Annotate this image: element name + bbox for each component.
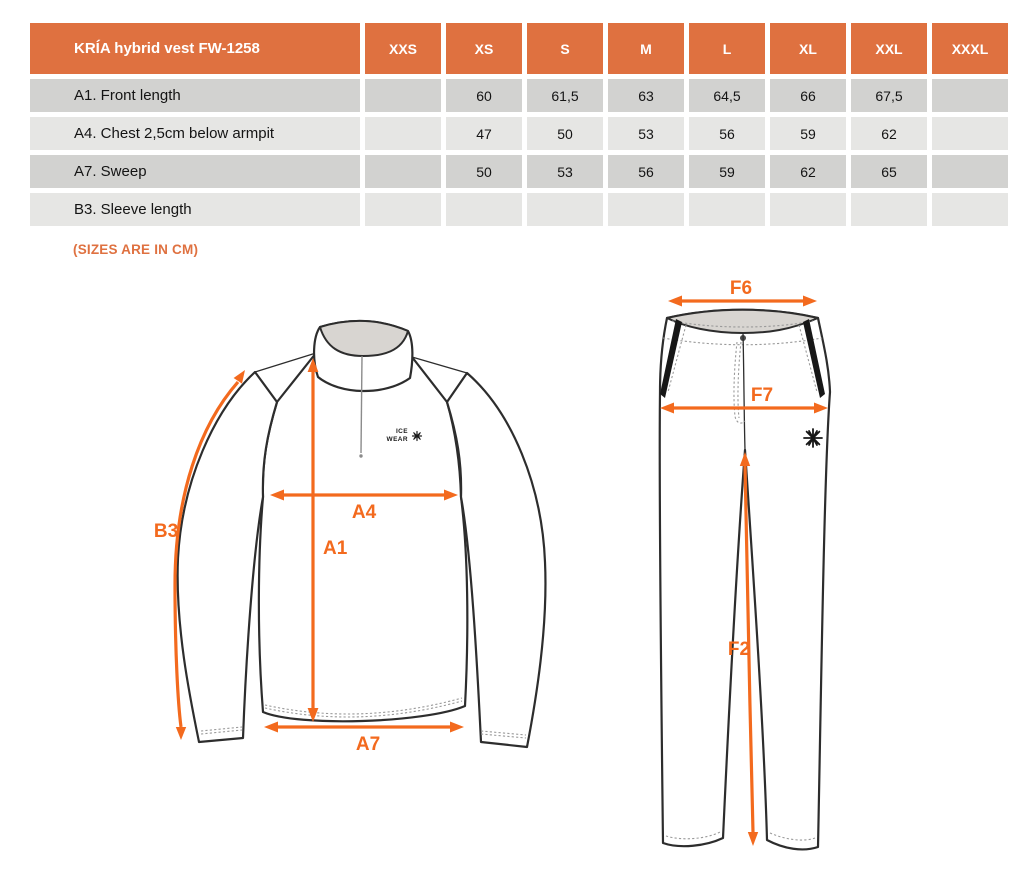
logo-text-line2: WEAR bbox=[386, 436, 408, 443]
measure-value-cell bbox=[770, 193, 846, 226]
size-col-header-xxs: XXS bbox=[365, 23, 441, 74]
sweater-technical-drawing bbox=[150, 290, 570, 800]
measure-value-cell bbox=[365, 155, 441, 188]
measure-value-cell: 61,5 bbox=[527, 79, 603, 112]
measurement-label-a1: A1 bbox=[323, 538, 348, 559]
measure-value-cell: 47 bbox=[446, 117, 522, 150]
measure-value-cell bbox=[365, 117, 441, 150]
size-col-header-l: L bbox=[689, 23, 765, 74]
measure-value-cell: 67,5 bbox=[851, 79, 927, 112]
measure-value-cell: 60 bbox=[446, 79, 522, 112]
size-col-header-xl: XL bbox=[770, 23, 846, 74]
measure-value-cell bbox=[446, 193, 522, 226]
measure-value-cell: 59 bbox=[689, 155, 765, 188]
measure-value-cell: 56 bbox=[689, 117, 765, 150]
snowflake-icon bbox=[804, 429, 822, 447]
measure-value-cell: 64,5 bbox=[689, 79, 765, 112]
measurement-label-f6: F6 bbox=[729, 280, 753, 299]
logo-text-line1: ICE bbox=[395, 428, 408, 435]
measure-value-cell bbox=[608, 193, 684, 226]
measure-value-cell bbox=[365, 193, 441, 226]
measure-value-cell bbox=[365, 79, 441, 112]
pants-body bbox=[660, 310, 830, 850]
measure-value-cell: 65 bbox=[851, 155, 927, 188]
sizes-note: (SIZES ARE IN CM) bbox=[73, 242, 199, 257]
measure-value-cell: 56 bbox=[608, 155, 684, 188]
measure-value-cell: 62 bbox=[770, 155, 846, 188]
measure-value-cell: 53 bbox=[527, 155, 603, 188]
measurement-label-a4: A4 bbox=[351, 502, 377, 523]
measure-row-label: A1. Front length bbox=[30, 79, 360, 112]
measure-value-cell bbox=[932, 117, 1008, 150]
measure-value-cell bbox=[851, 193, 927, 226]
measurement-label-b3: B3 bbox=[153, 521, 179, 542]
size-col-header-s: S bbox=[527, 23, 603, 74]
measure-value-cell bbox=[932, 193, 1008, 226]
size-col-header-xs: XS bbox=[446, 23, 522, 74]
measure-value-cell: 59 bbox=[770, 117, 846, 150]
measure-value-cell bbox=[527, 193, 603, 226]
measure-value-cell bbox=[932, 79, 1008, 112]
zipper bbox=[361, 356, 362, 453]
measure-value-cell bbox=[932, 155, 1008, 188]
size-col-header-m: M bbox=[608, 23, 684, 74]
measure-row-label: B3. Sleeve length bbox=[30, 193, 360, 226]
measure-value-cell: 66 bbox=[770, 79, 846, 112]
size-chart-table bbox=[30, 23, 1008, 226]
zipper-pull bbox=[359, 454, 362, 457]
measurement-arrow-f6 bbox=[668, 280, 817, 307]
measurement-arrow-a7 bbox=[264, 722, 464, 756]
measurement-label-f7: F7 bbox=[750, 385, 774, 406]
sweater-body bbox=[259, 353, 467, 721]
measure-value-cell: 53 bbox=[608, 117, 684, 150]
size-col-header-xxl: XXL bbox=[851, 23, 927, 74]
size-col-header-xxxl: XXXL bbox=[932, 23, 1008, 74]
table-title: KRÍA hybrid vest FW-1258 bbox=[30, 23, 360, 74]
measure-row-label: A7. Sweep bbox=[30, 155, 360, 188]
pants-technical-drawing bbox=[640, 280, 1034, 880]
measure-value-cell: 62 bbox=[851, 117, 927, 150]
measurement-label-a7: A7 bbox=[355, 734, 381, 755]
measure-row-label: A4. Chest 2,5cm below armpit bbox=[30, 117, 360, 150]
measure-value-cell: 50 bbox=[527, 117, 603, 150]
measure-value-cell: 50 bbox=[446, 155, 522, 188]
measure-value-cell bbox=[689, 193, 765, 226]
measurement-label-f2: F2 bbox=[727, 639, 751, 660]
measure-value-cell: 63 bbox=[608, 79, 684, 112]
snowflake-icon bbox=[413, 432, 422, 441]
